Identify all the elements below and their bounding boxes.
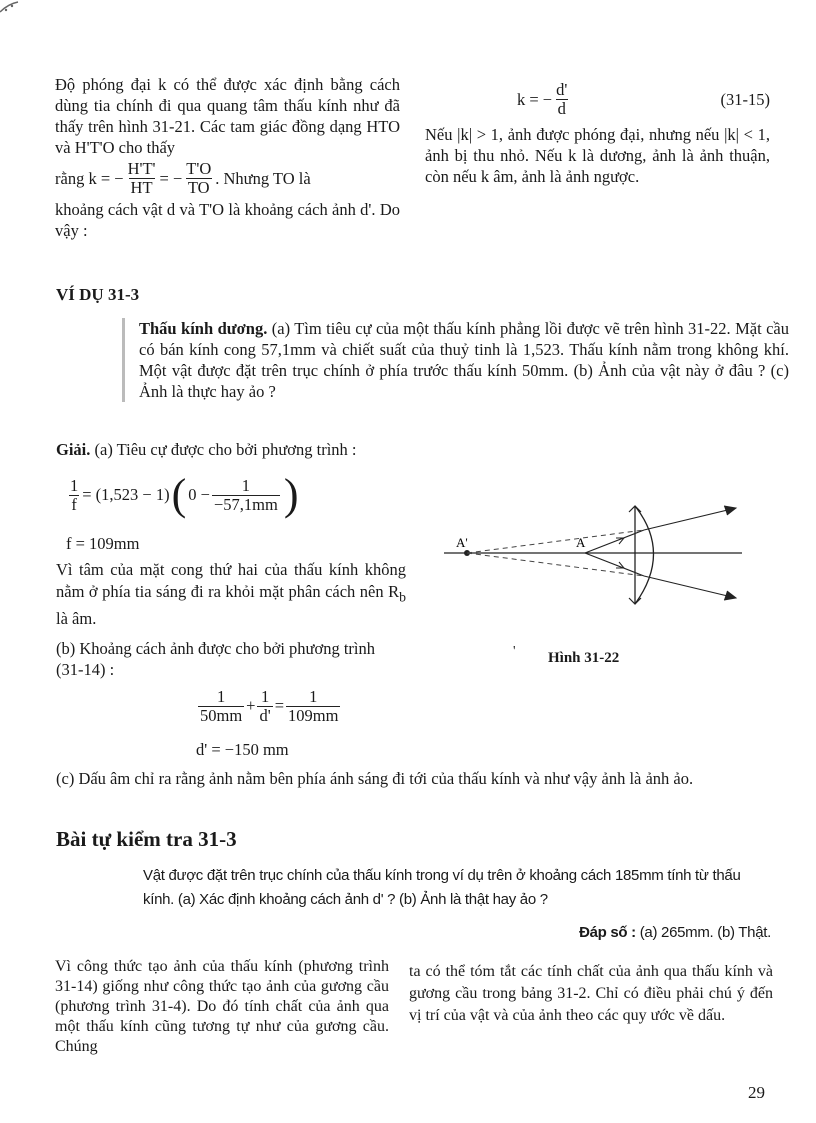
solution-c: (c) Dấu âm chỉ ra rằng ảnh nằm bên phía ánh sáng đi tới của thấu kính và như vậy ảnh là ảnh ảo. — [56, 769, 694, 788]
frac-den: 50mm — [200, 705, 243, 725]
rb-paragraph — [56, 559, 406, 630]
k-equation — [425, 78, 770, 120]
fraction-d-prime — [257, 688, 272, 725]
figure-31-22 — [440, 494, 750, 612]
k-eq-left: k = − — [517, 89, 553, 109]
frac-num: 1 — [260, 686, 270, 706]
intro-paragraph-2: khoảng cách vật d và T'O là khoảng cách ảnh d'. Do vậy : — [55, 200, 400, 240]
page-number: 29 — [748, 1083, 765, 1102]
virtual-ray-upper — [467, 530, 644, 553]
solution-lead: Giải. — [56, 440, 91, 459]
answer-value: (a) 265mm. (b) Thật. — [635, 924, 771, 941]
eq-tail: . Nhưng TO là — [215, 169, 311, 188]
eq2-plus: + — [246, 696, 256, 715]
fraction-d — [554, 81, 569, 118]
rang-k-text: rằng k = − — [55, 169, 124, 188]
frac-num: 1 — [241, 475, 250, 495]
equation-number: (31-15) — [720, 89, 770, 109]
left-paren: ( — [171, 470, 187, 519]
bottom-left-text: Vì công thức tạo ảnh của thấu kính (phương trình 31-14) giống như công thức tạo ảnh của gương cầu (phương trình 31-4). Do đó tính chất của ảnh qua một thấu kính cũng tương tự như của gương cầu. Chúng — [55, 958, 389, 1055]
frac-den: d' — [259, 705, 271, 725]
lensmaker-equation — [66, 470, 298, 520]
rb-text-1: Vì tâm của mặt cong thứ hai của thấu kính không nằm ở phía tia sáng đi ra khỏi mặt phân cách nên R — [56, 560, 406, 601]
frac-den: f — [71, 494, 77, 514]
eq2-equals: = — [274, 696, 285, 715]
frac-den: 109mm — [288, 705, 339, 725]
ray-upper-refracted — [644, 508, 736, 530]
arrowhead-icon — [724, 591, 736, 600]
magnification-equation — [55, 160, 400, 197]
example-box — [122, 318, 789, 402]
ray-lower-refracted — [644, 576, 736, 598]
image-distance-value: d' = −150 mm — [196, 740, 289, 759]
frac-den: d — [557, 98, 566, 118]
frac-den: TO — [187, 178, 210, 197]
lens-convex-face — [635, 506, 654, 604]
frac-den: HT — [130, 178, 153, 197]
fraction-radius — [212, 477, 280, 514]
bottom-right-text: ta có thể tóm tắt các tính chất của ảnh qua thấu kính và gương cầu trong bảng 31-2. Chỉ có điều phải chú ý đến vị trí của vật và của ảnh theo các quy ước về dấu. — [409, 963, 773, 1024]
k-explanation: Nếu |k| > 1, ảnh được phóng đại, nhưng nếu |k| < 1, ảnh bị thu nhỏ. Nếu k là dương, ảnh là ảnh thuận, còn nếu k âm, ảnh là ảnh ngược. — [425, 125, 770, 186]
fraction-50mm — [198, 688, 244, 725]
example-heading: VÍ DỤ 31-3 — [56, 285, 140, 304]
eq1-mid: = (1,523 − 1) — [82, 485, 170, 504]
frac-num: 1 — [216, 686, 226, 706]
virtual-ray-lower — [467, 553, 644, 576]
example-body: (a) Tìm tiêu cự của một thấu kính phẳng lồi được vẽ trên hình 31-22. Mặt cầu có bán kính cong 57,1mm và chiết suất của thuỷ tinh là 1,523. Thấu kính nằm trong không khí. Một vật được đặt trên trục chính ở phía trước thấu kính 50mm. (b) Ảnh của vật này ở đâu ? (c) Ảnh là thực hay ảo ? — [139, 319, 789, 401]
lens-equation — [196, 683, 342, 729]
frac-num: H'T' — [127, 159, 156, 178]
right-paren: ) — [283, 470, 299, 519]
fraction-109mm — [286, 688, 340, 725]
frac-num: 1 — [309, 686, 318, 706]
solution-a — [56, 439, 456, 460]
left-intro — [55, 74, 400, 241]
intro-paragraph: Độ phóng đại k có thể được xác định bằng cách dùng tia chính đi qua quang tâm thấu kính như đã thấy trên hình 31-21. Các tam giác đồng dạng HTO và H'T'O cho thấy — [55, 75, 400, 157]
focal-length-value: f = 109mm — [66, 534, 140, 553]
example-lead: Thấu kính dương. — [139, 319, 268, 338]
frac-num: 1 — [70, 475, 79, 495]
arrowhead-icon — [724, 506, 736, 515]
exercise-answer — [540, 924, 771, 941]
fraction-TO — [184, 160, 213, 197]
solution-a-text: (a) Tiêu cự được cho bởi phương trình : — [90, 440, 357, 459]
frac-den: −57,1mm — [213, 494, 278, 514]
right-intro — [425, 78, 770, 187]
exercise-heading: Bài tự kiểm tra 31-3 — [56, 827, 237, 851]
fraction-1-f — [68, 477, 80, 514]
answer-label: Đáp số : — [579, 924, 636, 941]
eq1-zero: 0 − — [188, 485, 210, 504]
eq-mid: = − — [159, 169, 183, 188]
rb-sub: b — [399, 589, 406, 605]
label-a: A — [576, 535, 586, 550]
corner-stamp — [0, 0, 40, 20]
figure-tick: ' — [513, 644, 516, 659]
exercise-body: Vật được đặt trên trục chính của thấu kính trong ví dụ trên ở khoảng cách 185mm tính từ thấu kính. (a) Xác định khoảng cách ảnh d' ? (b) Ảnh là thật hay ảo ? — [143, 867, 741, 908]
rb-text-2: là âm. — [56, 609, 97, 629]
label-a-prime: A' — [456, 535, 468, 550]
frac-num: d' — [556, 79, 568, 99]
figure-caption: Hình 31-22 — [548, 650, 620, 666]
fraction-hT — [126, 160, 158, 197]
solution-b: (b) Khoảng cách ảnh được cho bởi phương trình (31-14) : — [56, 639, 375, 679]
frac-num: T'O — [186, 159, 212, 178]
